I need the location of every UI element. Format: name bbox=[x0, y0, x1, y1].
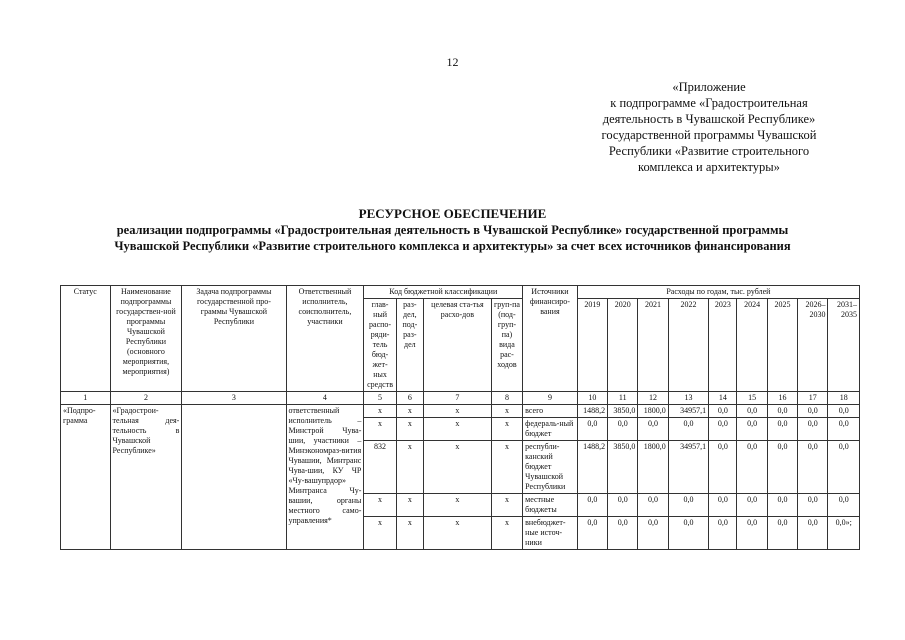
column-number: 6 bbox=[396, 392, 423, 405]
value-cell: 0,0 bbox=[828, 441, 860, 494]
column-number: 12 bbox=[638, 392, 668, 405]
value-cell: 0,0 bbox=[798, 494, 828, 517]
value-cell: 0,0 bbox=[608, 494, 638, 517]
value-cell: 0,0 bbox=[668, 418, 708, 441]
appendix-note bbox=[579, 79, 839, 175]
column-number: 3 bbox=[182, 392, 286, 405]
value-cell: 0,0 bbox=[608, 418, 638, 441]
subtitle-line: реализации подпрограммы «Градостроительная деятельность в Чувашской Республике» государственной программы bbox=[116, 223, 789, 237]
value-cell: 3850,0 bbox=[608, 441, 638, 494]
value-cell: 0,0 bbox=[737, 441, 767, 494]
column-number: 15 bbox=[737, 392, 767, 405]
value-cell: 0,0 bbox=[638, 494, 668, 517]
grbs-cell: x bbox=[364, 405, 396, 418]
value-cell: 0,0 bbox=[709, 418, 737, 441]
grbs-cell: x bbox=[364, 517, 396, 550]
value-cell: 0,0 bbox=[709, 405, 737, 418]
value-cell: 0,0 bbox=[577, 517, 607, 550]
value-cell: 1488,2 bbox=[577, 405, 607, 418]
appendix-line: государственной программы Чувашской bbox=[601, 128, 817, 142]
value-cell: 0,0 bbox=[767, 418, 797, 441]
group-cell: x bbox=[491, 405, 522, 418]
group-cell: x bbox=[491, 494, 522, 517]
resource-table bbox=[60, 285, 860, 550]
header-name: Наименование подпрограммы государствен-ной программы Чувашской Республики (основного мероприятия, мероприятия) bbox=[110, 286, 182, 392]
document-title: РЕСУРСНОЕ ОБЕСПЕЧЕНИЕ bbox=[358, 206, 547, 221]
header-year: 2020 bbox=[608, 299, 638, 392]
subprogram-name-cell: «Градострои-тельная дея-тельность в Чувашской Республике» bbox=[110, 405, 182, 550]
value-cell: 0,0 bbox=[828, 494, 860, 517]
header-status: Статус bbox=[61, 286, 111, 392]
column-number: 16 bbox=[767, 392, 797, 405]
value-cell: 0,0 bbox=[767, 441, 797, 494]
source-cell: федераль-ный бюджет bbox=[523, 418, 578, 441]
value-cell: 0,0 bbox=[737, 494, 767, 517]
appendix-line: «Приложение bbox=[672, 80, 746, 94]
value-cell: 0,0 bbox=[767, 405, 797, 418]
header-year: 2023 bbox=[709, 299, 737, 392]
value-cell: 34957,1 bbox=[668, 441, 708, 494]
header-section: раз-дел, под-раз-дел bbox=[396, 299, 423, 392]
header-row bbox=[61, 286, 860, 299]
group-cell: x bbox=[491, 517, 522, 550]
column-number: 1 bbox=[61, 392, 111, 405]
value-cell: 0,0 bbox=[668, 494, 708, 517]
target-cell: x bbox=[424, 494, 492, 517]
section-cell: x bbox=[396, 441, 423, 494]
value-cell: 0,0 bbox=[737, 418, 767, 441]
target-cell: x bbox=[424, 405, 492, 418]
value-cell: 0,0 bbox=[798, 405, 828, 418]
header-year: 2025 bbox=[767, 299, 797, 392]
page-number: 12 bbox=[446, 55, 459, 69]
resource-table-wrapper bbox=[60, 285, 860, 550]
value-cell: 1800,0 bbox=[638, 405, 668, 418]
column-number: 14 bbox=[709, 392, 737, 405]
section-cell: x bbox=[396, 494, 423, 517]
column-number: 9 bbox=[523, 392, 578, 405]
source-cell: всего bbox=[523, 405, 578, 418]
value-cell: 0,0 bbox=[767, 517, 797, 550]
column-number: 7 bbox=[424, 392, 492, 405]
header-year: 2026–2030 bbox=[798, 299, 828, 392]
column-number: 11 bbox=[608, 392, 638, 405]
appendix-line: Республики «Развитие строительного bbox=[608, 144, 810, 158]
section-cell: x bbox=[396, 405, 423, 418]
column-number: 2 bbox=[110, 392, 182, 405]
column-number: 8 bbox=[491, 392, 522, 405]
header-year: 2031–2035 bbox=[828, 299, 860, 392]
value-cell: 3850,0 bbox=[608, 405, 638, 418]
header-sources: Источники финансиро-вания bbox=[523, 286, 578, 392]
task-cell bbox=[182, 405, 286, 550]
value-cell: 0,0 bbox=[668, 517, 708, 550]
value-cell: 0,0 bbox=[798, 517, 828, 550]
grbs-cell: 832 bbox=[364, 441, 396, 494]
header-expenses: Расходы по годам, тыс. рублей bbox=[577, 286, 859, 299]
header-task: Задача подпрограммы государственной про-граммы Чувашской Республики bbox=[182, 286, 286, 392]
source-cell: местные бюджеты bbox=[523, 494, 578, 517]
table-row bbox=[61, 405, 860, 418]
value-cell: 0,0 bbox=[828, 418, 860, 441]
header-expense-group: груп-па (под-груп-па) вида рас-ходов bbox=[491, 299, 522, 392]
column-number: 5 bbox=[364, 392, 396, 405]
value-cell: 0,0 bbox=[709, 441, 737, 494]
value-cell: 0,0 bbox=[709, 494, 737, 517]
header-year: 2021 bbox=[638, 299, 668, 392]
value-cell: 0,0 bbox=[577, 418, 607, 441]
header-target: целевая ста-тья расхо-дов bbox=[424, 299, 492, 392]
section-cell: x bbox=[396, 517, 423, 550]
target-cell: x bbox=[424, 441, 492, 494]
header-grbs: глав-ный распо-ряди-тель бюд-жет-ных средств bbox=[364, 299, 396, 392]
value-cell: 0,0 bbox=[608, 517, 638, 550]
value-cell: 34957,1 bbox=[668, 405, 708, 418]
value-cell: 0,0 bbox=[798, 441, 828, 494]
value-cell: 0,0 bbox=[577, 494, 607, 517]
value-cell: 0,0 bbox=[767, 494, 797, 517]
document-subtitle bbox=[60, 222, 845, 254]
column-number: 4 bbox=[286, 392, 364, 405]
group-cell: x bbox=[491, 441, 522, 494]
status-cell: «Подпро-грамма bbox=[61, 405, 111, 550]
column-number: 13 bbox=[668, 392, 708, 405]
group-cell: x bbox=[491, 418, 522, 441]
value-cell: 0,0 bbox=[709, 517, 737, 550]
source-cell: республи-канский бюджет Чувашской Республики bbox=[523, 441, 578, 494]
value-cell: 0,0»; bbox=[828, 517, 860, 550]
column-number-row bbox=[61, 392, 860, 405]
appendix-line: комплекса и архитектуры» bbox=[638, 160, 780, 174]
header-year: 2022 bbox=[668, 299, 708, 392]
header-year: 2024 bbox=[737, 299, 767, 392]
responsible-cell: ответственный исполнитель – Минстрой Чува-шии, участники – Минэкономраз-вития Чувашии, Минтранс Чува-шии, КУ ЧР «Чу-вашупрдор» Минтранса Чу-вашии, органы местного само-управления* bbox=[286, 405, 364, 550]
value-cell: 1800,0 bbox=[638, 441, 668, 494]
appendix-line: деятельность в Чувашской Республике» bbox=[602, 112, 816, 126]
grbs-cell: x bbox=[364, 418, 396, 441]
source-cell: внебюджет-ные источ-ники bbox=[523, 517, 578, 550]
header-year: 2019 bbox=[577, 299, 607, 392]
column-number: 10 bbox=[577, 392, 607, 405]
subtitle-line: Чувашской Республики «Развитие строительного комплекса и архитектуры» за счет всех источников финансирования bbox=[114, 239, 791, 253]
target-cell: x bbox=[424, 418, 492, 441]
appendix-line: к подпрограмме «Градостроительная bbox=[610, 96, 808, 110]
value-cell: 0,0 bbox=[798, 418, 828, 441]
section-cell: x bbox=[396, 418, 423, 441]
value-cell: 0,0 bbox=[638, 517, 668, 550]
column-number: 18 bbox=[828, 392, 860, 405]
column-number: 17 bbox=[798, 392, 828, 405]
target-cell: x bbox=[424, 517, 492, 550]
value-cell: 1488,2 bbox=[577, 441, 607, 494]
header-responsible: Ответственный исполнитель, соисполнитель, участники bbox=[286, 286, 364, 392]
value-cell: 0,0 bbox=[638, 418, 668, 441]
value-cell: 0,0 bbox=[828, 405, 860, 418]
grbs-cell: x bbox=[364, 494, 396, 517]
value-cell: 0,0 bbox=[737, 517, 767, 550]
header-budget-code: Код бюджетной классификации bbox=[364, 286, 523, 299]
value-cell: 0,0 bbox=[737, 405, 767, 418]
